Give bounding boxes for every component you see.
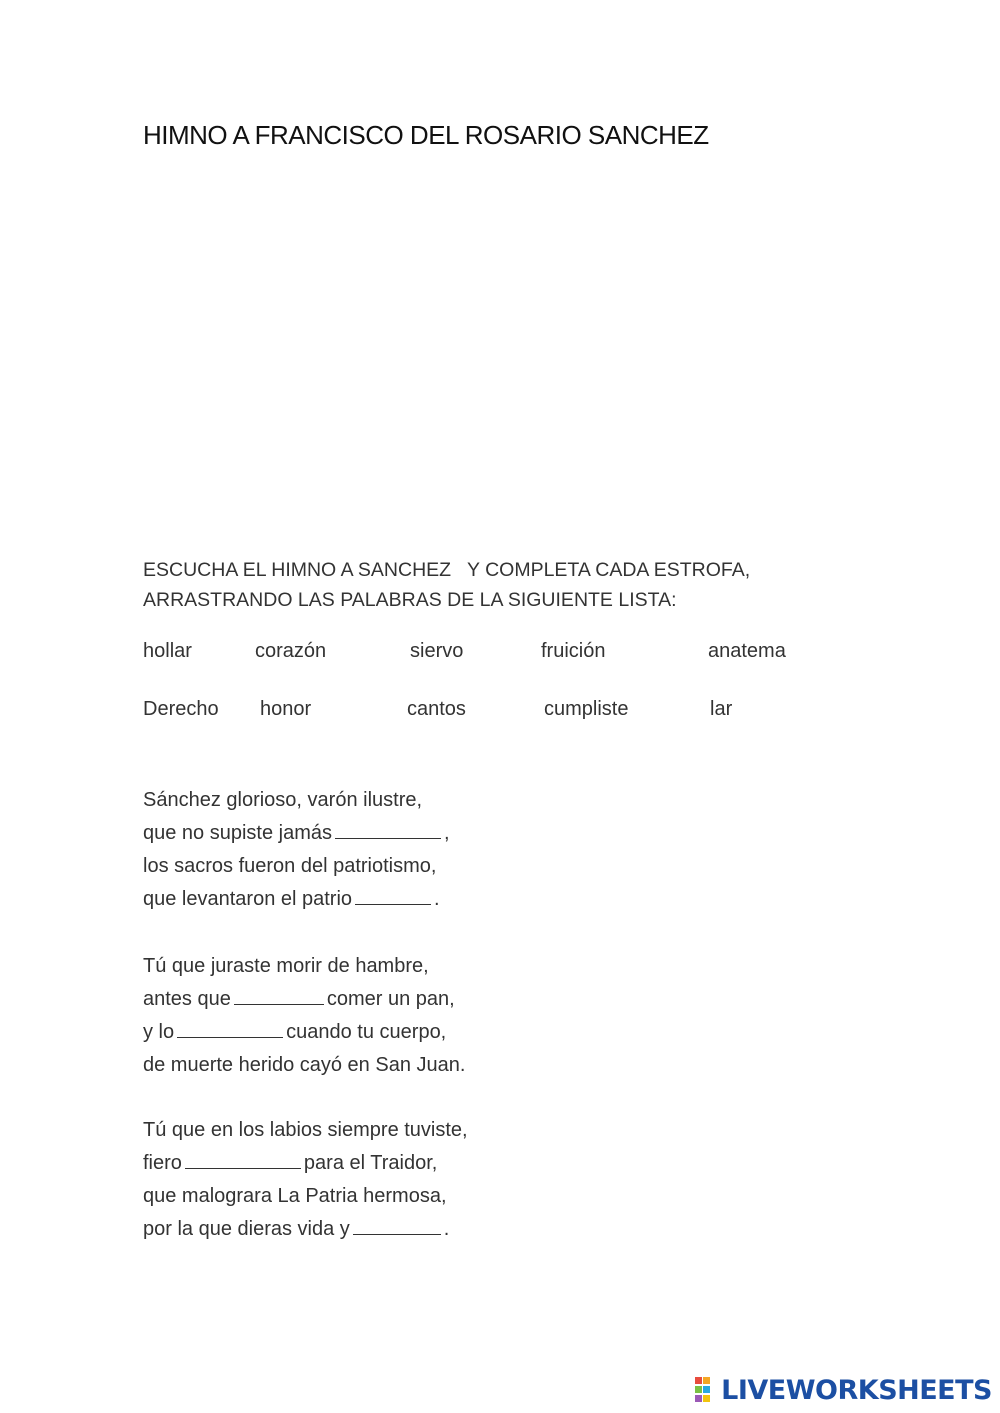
- verse-line: [143, 1016, 465, 1049]
- verse-line: [143, 883, 450, 916]
- word-option[interactable]: cantos: [407, 698, 466, 720]
- word-option[interactable]: fruición: [541, 640, 606, 662]
- drop-blank[interactable]: [177, 1019, 283, 1038]
- verse-text: para el Traidor,: [303, 1152, 438, 1174]
- stanza-2: [143, 950, 465, 1082]
- verse-line: Tú que en los labios siempre tuviste,: [143, 1119, 468, 1141]
- instructions-line-2: ARRASTRANDO LAS PALABRAS DE LA SIGUIENTE LISTA:: [143, 589, 677, 611]
- verse-line: [143, 817, 450, 850]
- verse-text: por la que dieras vida y: [143, 1218, 350, 1240]
- verse-text: que levantaron el patrio: [143, 888, 353, 910]
- page-title: HIMNO A FRANCISCO DEL ROSARIO SANCHEZ: [143, 120, 709, 150]
- verse-text: y lo: [143, 1021, 175, 1043]
- verse-line: Tú que juraste morir de hambre,: [143, 955, 429, 977]
- verse-line: [143, 1147, 468, 1180]
- stanza-3: [143, 1114, 468, 1246]
- verse-line: [143, 1213, 468, 1246]
- verse-text: ,: [444, 822, 450, 844]
- brand-name: LIVEWORKSHEETS: [721, 1374, 992, 1406]
- word-option[interactable]: anatema: [708, 640, 786, 662]
- word-option[interactable]: Derecho: [143, 698, 219, 720]
- verse-line: [143, 983, 465, 1016]
- verse-text: antes que: [143, 988, 231, 1010]
- word-option[interactable]: cumpliste: [544, 698, 629, 720]
- verse-text: que no supiste jamás: [143, 822, 333, 844]
- logo-icon: [695, 1377, 717, 1403]
- verse-line: los sacros fueron del patriotismo,: [143, 855, 437, 877]
- verse-line: de muerte herido cayó en San Juan.: [143, 1054, 466, 1076]
- drop-blank[interactable]: [353, 1216, 441, 1235]
- word-option[interactable]: hollar: [143, 640, 192, 662]
- verse-text: .: [434, 888, 440, 910]
- verse-text: .: [443, 1218, 450, 1240]
- stanza-1: [143, 784, 450, 916]
- word-option[interactable]: honor: [260, 698, 312, 720]
- verse-text: comer un pan,: [326, 988, 455, 1010]
- drop-blank[interactable]: [335, 820, 441, 839]
- word-option[interactable]: lar: [710, 698, 733, 720]
- word-option[interactable]: corazón: [255, 640, 327, 662]
- word-option[interactable]: siervo: [410, 640, 464, 662]
- liveworksheets-logo: [695, 1373, 992, 1407]
- drop-blank[interactable]: [355, 886, 431, 905]
- verse-text: fiero: [143, 1152, 182, 1174]
- instructions-line-1: ESCUCHA EL HIMNO A SANCHEZ Y COMPLETA CADA ESTROFA,: [143, 559, 751, 581]
- verse-line: Sánchez glorioso, varón ilustre,: [143, 789, 423, 811]
- verse-line: que malograra La Patria hermosa,: [143, 1185, 447, 1207]
- instructions: [143, 555, 750, 615]
- drop-blank[interactable]: [185, 1150, 301, 1169]
- verse-text: cuando tu cuerpo,: [286, 1021, 447, 1043]
- drop-blank[interactable]: [234, 986, 324, 1005]
